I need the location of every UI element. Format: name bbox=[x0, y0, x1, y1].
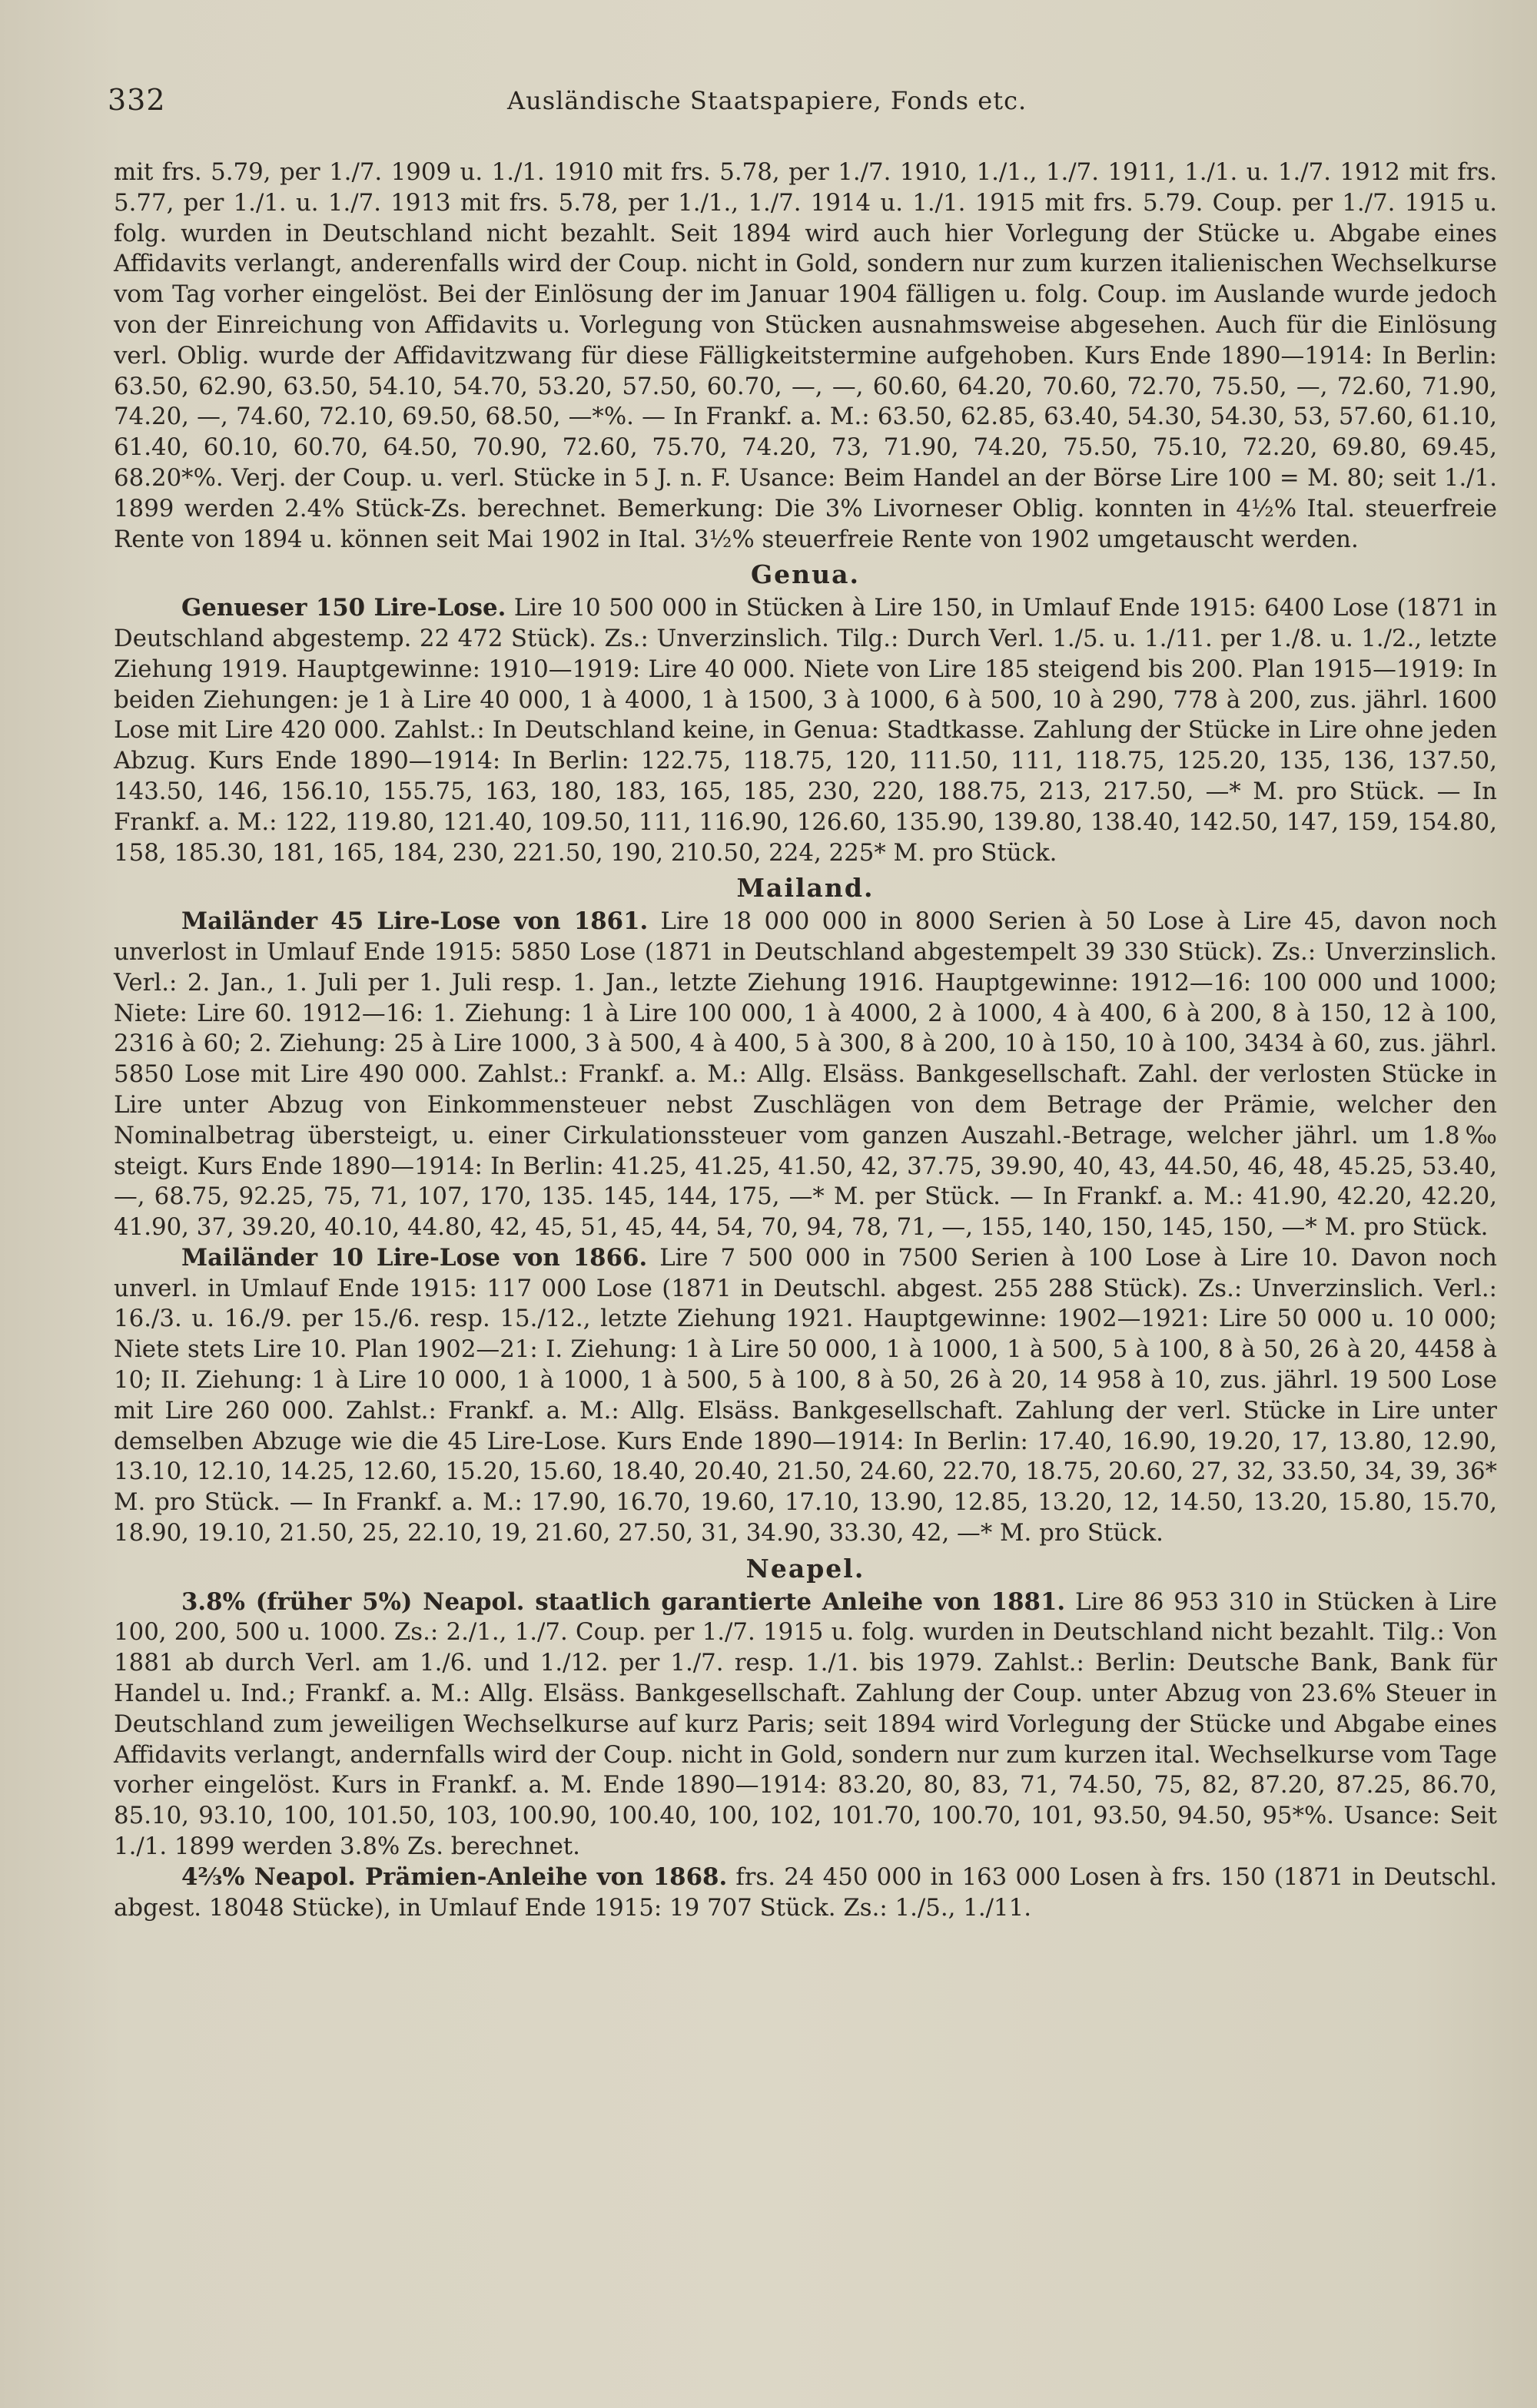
entry-text: Lire 7 500 000 in 7500 Serien à 100 Lose à Lire 10. Davon noch unverl. in Umlauf Ende 1915: 117 000 Lose (1871 in Deutschl. abgest. 255 288 Stück). Zs.: Unverzinslich. Verl.: 16./3. u. 16./9. per 15./6. resp. 15./12., letzte Ziehung 1921. Hauptgewinne: 1902—1921: Lire 50 000 u. 10 000; Niete stets Lire 10. Plan 1902—21: I. Ziehung: 1 à Lire 50 000, 1 à 1000, 1 à 500, 5 à 100, 8 à 50, 26 à 20, 4458 à 10; II. Ziehung: 1 à Lire 10 000, 1 à 1000, 1 à 500, 5 à 100, 8 à 50, 26 à 20, 14 958 à 10, zus. jährl. 19 500 Lose mit Lire 260 000. Zahlst.: Frankf. a. M.: Allg. Elsäss. Bankgesellschaft. Zahlung der verl. Stücke in Lire unter demselben Abzuge wie die 45 Lire-Lose. Kurs Ende 1890—1914: In Berlin: 17.40, 16.90, 19.20, 17, 13.80, 12.90, 13.10, 12.10, 14.25, 12.60, 15.20, 15.60, 18.40, 20.40, 21.50, 24.60, 22.70, 18.75, 20.60, 27, 32, 33.50, 34, 39, 36* M. pro Stück. — In Frankf. a. M.: 17.90, 16.70, 19.60, 17.10, 13.90, 12.85, 13.20, 12, 14.50, 13.20, 15.80, 15.70, 18.90, 19.10, 21.50, 25, 22.10, 19, 21.60, 27.50, 31, 34.90, 33.30, 42, —* M. pro Stück. bbox=[114, 1243, 1497, 1547]
entry-title: 3.8% (früher 5%) Neapol. staatlich garantierte Anleihe von 1881. bbox=[181, 1587, 1066, 1616]
section-mailand bbox=[114, 873, 1497, 1549]
entry-title: Genueser 150 Lire-Lose. bbox=[181, 594, 506, 622]
page-number: 332 bbox=[108, 83, 166, 117]
entry-paragraph bbox=[114, 1243, 1497, 1549]
entry-text: Lire 18 000 000 in 8000 Serien à 50 Lose à Lire 45, davon noch unverlost in Umlauf Ende 1915: 5850 Lose (1871 in Deutschland abgestempelt 39 330 Stück). Zs.: Unverzinslich. Verl.: 2. Jan., 1. Juli per 1. Juli resp. 1. Jan., letzte Ziehung 1916. Hauptgewinne: 1912—16: 100 000 und 1000; Niete: Lire 60. 1912—16: 1. Ziehung: 1 à Lire 100 000, 1 à 4000, 2 à 1000, 4 à 400, 6 à 200, 8 à 150, 12 à 100, 2316 à 60; 2. Ziehung: 25 à Lire 1000, 3 à 500, 4 à 400, 5 à 300, 8 à 200, 10 à 150, 10 à 100, 3434 à 60, zus. jährl. 5850 Lose mit Lire 490 000. Zahlst.: Frankf. a. M.: Allg. Elsäss. Bankgesellschaft. Zahl. der verlosten Stücke in Lire unter Abzug von Einkommensteuer nebst Zuschlägen von dem Betrage der Prämie, welcher den Nominalbetrag übersteigt, u. einer Cirkulationssteuer vom ganzen Auszahl.-Betrage, welcher jährl. um 1.8‰ steigt. Kurs Ende 1890—1914: In Berlin: 41.25, 41.25, 41.50, 42, 37.75, 39.90, 40, 43, 44.50, 46, 48, 45.25, 53.40, —, 68.75, 92.25, 75, 71, 107, 170, 135. 145, 144, 175, —* M. per Stück. — In Frankf. a. M.: 41.90, 42.20, 42.20, 41.90, 37, 39.20, 40.10, 44.80, 42, 45, 51, 45, 44, 54, 70, 94, 78, 71, —, 155, 140, 150, 145, 150, —* M. pro Stück. bbox=[114, 907, 1497, 1242]
section-heading: Mailand. bbox=[736, 873, 875, 904]
running-head: Ausländische Staatspapiere, Fonds etc. bbox=[507, 86, 1027, 115]
page-body bbox=[114, 158, 1497, 1923]
section-heading: Genua. bbox=[750, 559, 861, 590]
entry-text: Lire 10 500 000 in Stücken à Lire 150, in Umlauf Ende 1915: 6400 Lose (1871 in Deutschland abgestemp. 22 472 Stück). Zs.: Unverzinslich. Tilg.: Durch Verl. 1./5. u. 1./11. per 1./8. u. 1./2., letzte Ziehung 1919. Hauptgewinne: 1910—1919: Lire 40 000. Niete von Lire 185 steigend bis 200. Plan 1915—1919: In beiden Ziehungen: je 1 à Lire 40 000, 1 à 4000, 1 à 1500, 3 à 1000, 6 à 500, 10 à 290, 778 à 200, zus. jährl. 1600 Lose mit Lire 420 000. Zahlst.: In Deutschland keine, in Genua: Stadtkasse. Zahlung der Stücke in Lire ohne jeden Abzug. Kurs Ende 1890—1914: In Berlin: 122.75, 118.75, 120, 111.50, 111, 118.75, 125.20, 135, 136, 137.50, 143.50, 146, 156.10, 155.75, 163, 180, 183, 165, 185, 230, 220, 188.75, 213, 217.50, —* M. pro Stück. — In Frankf. a. M.: 122, 119.80, 121.40, 109.50, 111, 116.90, 126.60, 135.90, 139.80, 138.40, 142.50, 147, 159, 154.80, 158, 185.30, 181, 165, 184, 230, 221.50, 190, 210.50, 224, 225* M. pro Stück. bbox=[114, 594, 1498, 867]
entry-text: Lire 86 953 310 in Stücken à Lire 100, 200, 500 u. 1000. Zs.: 2./1., 1./7. Coup. per 1./7. 1915 u. folg. wurden in Deutschland nicht bezahlt. Tilg.: Von 1881 ab durch Verl. am 1./6. und 1./12. per 1./7. resp. 1./1. bis 1979. Zahlst.: Berlin: Deutsche Bank, Bank für Handel u. Ind.; Frankf. a. M.: Allg. Elsäss. Bankgesellschaft. Zahlung der Coup. unter Abzug von 23.6% Steuer in Deutschland zum jeweiligen Wechselkurse auf kurz Paris; seit 1894 wird Vorlegung der Stücke und Abgabe eines Affidavits verlangt, andernfalls wird der Coup. nicht in Gold, sondern nur zum kurzen ital. Wechselkurse vom Tage vorher eingelöst. Kurs in Frankf. a. M. Ende 1890—1914: 83.20, 80, 83, 71, 74.50, 75, 82, 87.20, 87.25, 86.70, 85.10, 93.10, 100, 101.50, 103, 100.90, 100.40, 100, 102, 101.70, 100.70, 101, 93.50, 94.50, 95*%. Usance: Seit 1./1. 1899 werden 3.8% Zs. berechnet. bbox=[114, 1587, 1497, 1861]
entry-paragraph bbox=[114, 1862, 1497, 1924]
entry-title: Mailänder 10 Lire-Lose von 1866. bbox=[181, 1243, 648, 1272]
entry-text: frs. 24 450 000 in 163 000 Losen à frs. 150 (1871 in Deutschl. abgest. 18048 Stücke), in Umlauf Ende 1915: 19 707 Stück. Zs.: 1./5., 1./11. bbox=[114, 1862, 1497, 1922]
entry-paragraph bbox=[114, 593, 1497, 868]
entry-title: Mailänder 45 Lire-Lose von 1861. bbox=[181, 907, 649, 936]
entry-paragraph bbox=[114, 907, 1497, 1243]
section-neapel bbox=[114, 1554, 1497, 1924]
section-heading: Neapel. bbox=[745, 1553, 865, 1584]
entry-title: 4⅔% Neapol. Prämien-Anleihe von 1868. bbox=[181, 1862, 728, 1891]
entry-paragraph bbox=[114, 1587, 1497, 1862]
page-header bbox=[108, 83, 1445, 129]
section-genua bbox=[114, 559, 1497, 868]
intro-paragraph: mit frs. 5.79, per 1./7. 1909 u. 1./1. 1910 mit frs. 5.78, per 1./7. 1910, 1./1., 1./7. 1911, 1./1. u. 1./7. 1912 mit frs. 5.77, per 1./1. u. 1./7. 1913 mit frs. 5.78, per 1./1., 1./7. 1914 u. 1./1. 1915 mit frs. 5.79. Coup. per 1./7. 1915 u. folg. wurden in Deutschland nicht bezahlt. Seit 1894 wird auch hier Vorlegung der Stücke u. Abgabe eines Affidavits verlangt, anderenfalls wird der Coup. nicht in Gold, sondern nur zum kurzen italienischen Wechselkurse vom Tag vorher eingelöst. Bei der Einlösung der im Januar 1904 fälligen u. folg. Coup. im Auslande wurde jedoch von der Einreichung von Affidavits u. Vorlegung von Stücken ausnahmsweise abgesehen. Auch für die Einlösung verl. Oblig. wurde der Affidavitzwang für diese Fälligkeitstermine aufgehoben. Kurs Ende 1890—1914: In Berlin: 63.50, 62.90, 63.50, 54.10, 54.70, 53.20, 57.50, 60.70, —, —, 60.60, 64.20, 70.60, 72.70, 75.50, —, 72.60, 71.90, 74.20, —, 74.60, 72.10, 69.50, 68.50, —*%. — In Frankf. a. M.: 63.50, 62.85, 63.40, 54.30, 54.30, 53, 57.60, 61.10, 61.40, 60.10, 60.70, 64.50, 70.90, 72.60, 75.70, 74.20, 73, 71.90, 74.20, 75.50, 75.10, 72.20, 69.80, 69.45, 68.20*%. Verj. der Coup. u. verl. Stücke in 5 J. n. F. Usance: Beim Handel an der Börse Lire 100 = M. 80; seit 1./1. 1899 werden 2.4% Stück-Zs. berechnet. Bemerkung: Die 3% Livorneser Oblig. konnten in 4½% Ital. steuerfreie Rente von 1894 u. können seit Mai 1902 in Ital. 3½% steuerfreie Rente von 1902 umgetauscht werden. bbox=[114, 158, 1497, 553]
